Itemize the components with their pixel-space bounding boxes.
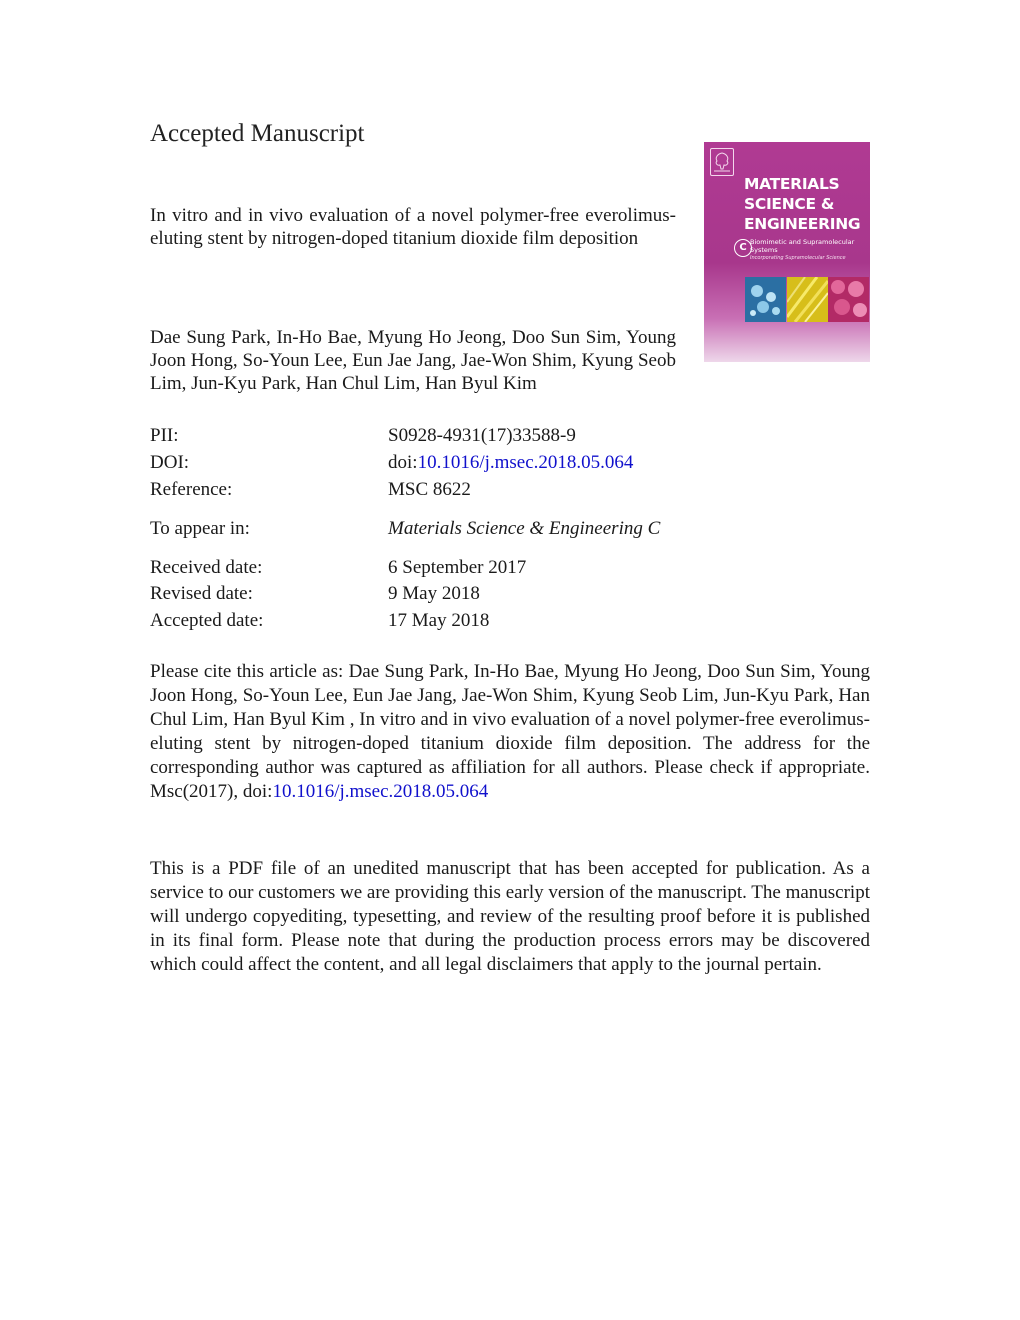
meta-pii [150, 424, 870, 448]
pii-value: S0928-4931(17)33588-9 [388, 425, 576, 446]
meta-appear-in [150, 517, 870, 541]
cover-subtitle: Biomimetic and Supramolecular Systems [750, 238, 855, 254]
pii-label: PII: [150, 425, 179, 446]
meta-reference [150, 478, 870, 502]
reference-value: MSC 8622 [388, 479, 471, 500]
appear-value: Materials Science & Engineering C [388, 518, 661, 539]
meta-accepted [150, 609, 870, 633]
journal-cover [704, 142, 870, 362]
manuscript-heading: Accepted Manuscript [150, 120, 365, 147]
cover-image-spheres [828, 277, 869, 322]
doi-value [388, 451, 633, 475]
disclaimer-paragraph: This is a PDF file of an unedited manuscript that has been accepted for publication. As a service to our customers we are providing this early version of the manuscript. The manuscript will undergo copyediting, typesetting, and review of the resulting proof before it is published in its final form. Please note that during the production process errors may be discovered which could affect the content, and all legal disclaimers that apply to the journal pertain. [150, 858, 870, 975]
received-label: Received date: [150, 557, 263, 578]
accepted-label: Accepted date: [150, 610, 264, 631]
doi-link[interactable]: 10.1016/j.msec.2018.05.064 [417, 452, 634, 473]
meta-revised [150, 582, 870, 606]
cover-journal-title: MATERIALS SCIENCE & ENGINEERING [744, 175, 861, 233]
citation-text: Please cite this article as: Dae Sung Park, In-Ho Bae, Myung Ho Jeong, Doo Sun Sim, Young Joon Hong, So-Youn Lee, Eun Jae Jang, Jae-Won Shim, Kyung Seob Lim, Jun-Kyu Park, Han Chul Lim, Han Byul Kim , In vitro and in vivo evaluation of a novel polymer-free everolimus-eluting stent by nitrogen-doped titanium dioxide film deposition. The address for the corresponding author was captured as affiliation for all authors. Please check if appropriate. Msc(2017), doi: [150, 661, 870, 802]
meta-doi [150, 451, 870, 475]
cover-image-fibers [787, 277, 828, 322]
doi-label: DOI: [150, 452, 190, 473]
author-list: Dae Sung Park, In-Ho Bae, Myung Ho Jeong, Doo Sun Sim, Young Joon Hong, So-Youn Lee, Eun Jae Jang, Jae-Won Shim, Kyung Seob Lim, Jun-Kyu Park, Han Chul Lim, Han Byul Kim [150, 327, 676, 394]
cover-section-letter: C [734, 239, 752, 257]
reference-label: Reference: [150, 479, 233, 500]
cover-tagline: Incorporating Supramolecular Science [750, 255, 846, 261]
meta-received [150, 556, 870, 580]
received-value: 6 September 2017 [388, 557, 527, 578]
citation-doi-link[interactable]: 10.1016/j.msec.2018.05.064 [272, 781, 489, 802]
revised-value: 9 May 2018 [388, 583, 480, 604]
cover-image-cells [745, 277, 786, 322]
doi-prefix: doi: [388, 452, 418, 473]
article-title: In vitro and in vivo evaluation of a novel polymer-free everolimus-eluting stent by nitrogen-doped titanium dioxide film deposition [150, 205, 676, 249]
revised-label: Revised date: [150, 583, 253, 604]
appear-label: To appear in: [150, 518, 250, 539]
citation-paragraph [150, 660, 870, 804]
accepted-value: 17 May 2018 [388, 610, 490, 631]
elsevier-tree-icon [710, 148, 734, 176]
